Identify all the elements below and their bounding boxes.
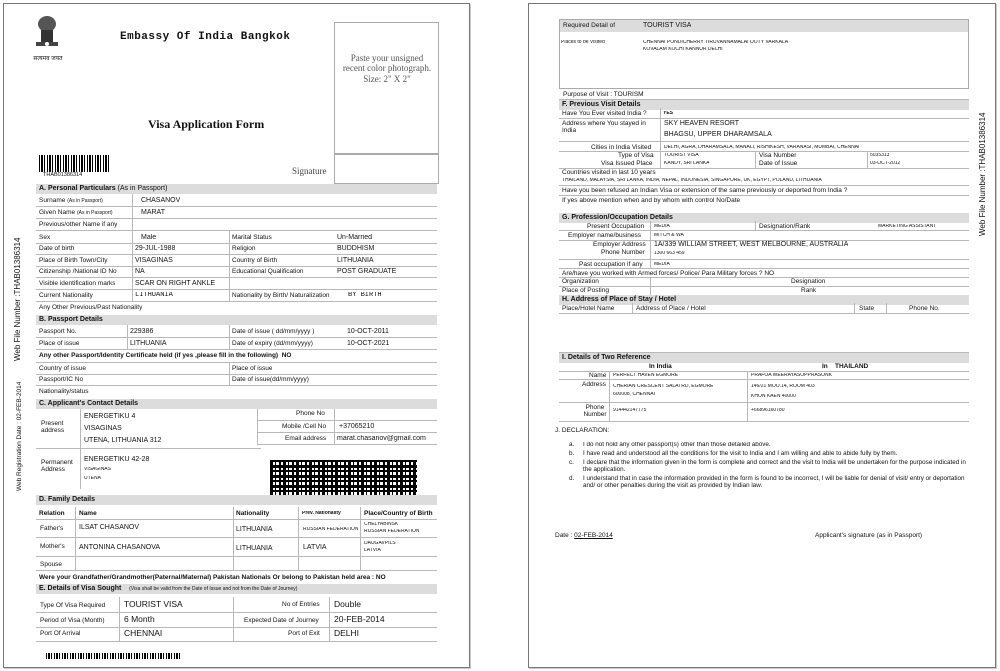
ref2-address-line-1: 146/21 MOO.14, ROOM 403 bbox=[751, 384, 815, 389]
date-of-issue-2-label: Date of issue(dd/mm/yyyy) bbox=[232, 376, 309, 383]
posting-label: Place of Posting bbox=[562, 287, 609, 294]
side-web-file-number: Web File Number :THAB01386314 bbox=[13, 237, 22, 361]
ref-phone-label: Phone Number bbox=[583, 404, 607, 419]
declaration-item: a. I do not hold any other passport(s) other than those detailed above. bbox=[569, 442, 771, 448]
father-label: Father's bbox=[40, 525, 64, 532]
exit-value: DELHI bbox=[334, 629, 360, 638]
passport-no-value: 229386 bbox=[130, 328, 154, 335]
required-detail-value: TOURIST VISA bbox=[643, 22, 692, 29]
education-label: Educational Qualification bbox=[232, 268, 304, 275]
embassy-title: Embassy Of India Bangkok bbox=[120, 31, 291, 43]
nationality-by-value: BY BIRTH bbox=[348, 292, 382, 299]
section-h-header: H. Address of Place of Stay / Hotel bbox=[559, 295, 969, 305]
dob-value: 29-JUL-1988 bbox=[135, 245, 176, 252]
email-label: Email address bbox=[285, 435, 327, 442]
citizenship-value: NA bbox=[135, 268, 145, 275]
sex-value: Male bbox=[141, 234, 157, 241]
father-nationality: LITHUANIA bbox=[236, 526, 273, 533]
ref2-phone: +66896160780 bbox=[751, 408, 785, 413]
journey-value: 20-FEB-2014 bbox=[334, 615, 385, 624]
section-a-header: A. Personal Particulars (As in Passport) bbox=[36, 184, 437, 194]
exit-label: Port of Exit bbox=[288, 630, 320, 637]
side-web-file-number-2: Web File Number :THAB01386314 bbox=[978, 112, 987, 236]
family-header-name: Name bbox=[79, 510, 97, 517]
organization-label: Organization bbox=[562, 278, 599, 285]
current-nationality-label: Current Nationality bbox=[39, 292, 93, 299]
religion-value: BUDDHISM bbox=[337, 245, 375, 252]
employer-phone-label: Phone Number bbox=[601, 249, 645, 256]
side-registration-date: Web Registration Date : 02-FEB-2014 bbox=[16, 381, 23, 491]
spouse-label: Spouse bbox=[40, 561, 63, 568]
ref1-phone: 914442147775 bbox=[613, 408, 647, 413]
declaration-list bbox=[569, 442, 974, 492]
places-label: Places to be Visited bbox=[561, 40, 605, 45]
surname-value: CHASANOV bbox=[141, 197, 181, 204]
mobile-label: Mobile /Cell No bbox=[282, 423, 327, 430]
in-india-label: In India bbox=[649, 363, 672, 370]
ever-visited-label: Have You Ever visited India ? bbox=[562, 110, 647, 117]
declaration-item: c. I declare that the information given in the form is complete and correct and the visit to India will be undertaken for the purpose indicated in the application. bbox=[569, 458, 966, 473]
phone-label: Phone No bbox=[296, 410, 325, 417]
prev-visa-type-label: Type of Visa bbox=[618, 152, 654, 159]
entries-label: No of Entries bbox=[282, 601, 320, 608]
hotel-address-label: Address of Place / Hotel bbox=[636, 305, 706, 312]
designation-label: Designation/Rank bbox=[759, 223, 811, 230]
ref1-name: PERFECT HAVEN EGMORE bbox=[613, 373, 679, 378]
mother-birth-line-1: DAUGAVPILS bbox=[364, 541, 396, 546]
expiry-label: Date of expiry (dd/mm/yyyy) bbox=[232, 340, 313, 347]
section-e-header: E. Details of Visa Sought (Visa shall be valid from the Date of Issue and not from the Date of Journey) bbox=[36, 584, 437, 594]
emblem-motto: सत्यमेव जयते bbox=[33, 56, 63, 62]
current-nationality-value: LITHUANIA bbox=[135, 292, 173, 299]
photo-box bbox=[334, 22, 439, 154]
present-address-line-1: ENERGETIKU 4 bbox=[84, 413, 136, 420]
photo-instructions: Paste your unsigned recent color photograph. Size: 2" X 2" bbox=[342, 53, 432, 84]
purpose-label: Purpose of Visit : TOURISM bbox=[563, 91, 644, 98]
passport-no-label: Passport No. bbox=[39, 328, 77, 335]
employer-address-value: 1A/339 WILLIAM STREET, WEST MELBOURNE, AUSTRALIA bbox=[654, 241, 849, 248]
signature-box bbox=[334, 154, 439, 184]
permanent-address-label: Permanent Address bbox=[41, 459, 73, 474]
pob-value: VISAGINAS bbox=[135, 257, 173, 264]
country-of-issue-label: Country of issue bbox=[39, 365, 86, 372]
required-detail-label: Required Detail of bbox=[563, 22, 616, 29]
barcode-image bbox=[39, 155, 109, 172]
email-value: marat.chasanov@gmail.com bbox=[337, 435, 426, 442]
present-address-line-3: UTENA, LITHUANIA 312 bbox=[84, 437, 162, 444]
expiry-value: 10-OCT-2021 bbox=[347, 340, 390, 347]
other-passport-label: Any other Passport/Identity Certificate held (if yes ,please fill in the following) NO bbox=[39, 352, 292, 359]
form-title: Visa Application Form bbox=[148, 118, 265, 131]
other-nationality-label: Any Other Previous/Past Nationality bbox=[39, 304, 143, 311]
countries-label: Countries visited in last 10 years bbox=[562, 169, 656, 176]
dob-label: Date of birth bbox=[39, 245, 75, 252]
visa-date-label: Date of Issue bbox=[759, 160, 798, 167]
hotel-state-label: State bbox=[859, 305, 875, 312]
marital-value: Un-Married bbox=[337, 234, 373, 241]
countries-value: THAILAND, MALAYSIA, SRI LANKA, INDIA, NEPAL, INDONESIA, SINGAPORE, UK, EGYPT, POLAND, LITHUANIA bbox=[562, 178, 822, 183]
section-d-header: D. Family Details bbox=[36, 495, 437, 505]
places-line-1: CHENNAI PONDICHERRY TIRUVANNAMALAI OOTY VARKALA bbox=[643, 40, 789, 45]
declaration-date: Date : 02-FEB-2014 bbox=[555, 532, 613, 539]
application-page-2 bbox=[528, 3, 996, 668]
cities-label: Cities in India Visited bbox=[591, 144, 652, 151]
family-header-prev-nationality: Prev. Nationality bbox=[302, 511, 341, 516]
issue-date-label: Date of issue ( dd/mm/yyyy ) bbox=[232, 328, 315, 335]
declaration-item: b. I have read and understood all the conditions for the visit to India and I am willing and able to abide fully by them. bbox=[569, 449, 898, 457]
designation-2-label: Designation bbox=[791, 278, 826, 285]
present-occupation-label: Present Occupation bbox=[587, 223, 645, 230]
issue-date-value: 10-OCT-2011 bbox=[347, 328, 389, 335]
section-c-header: C. Applicant's Contact Details bbox=[36, 399, 437, 409]
surname-label: Surname (As in Passport) bbox=[39, 197, 103, 204]
permanent-address-line-3: UTENA bbox=[84, 476, 101, 481]
places-line-2: KOVALAM KOCHI KANNUR DELHI bbox=[643, 47, 723, 52]
journey-label: Expected Date of Journey bbox=[244, 617, 319, 624]
family-header-nationality: Nationality bbox=[236, 510, 270, 517]
refused-label: Have you been refused an Indian Visa or extension of the same previously or deported from India ? bbox=[562, 187, 848, 194]
cities-value: DELHI, AGRA, DHARAMSALA, MANALI, RISHIKESH, VARANASI, MUMBAI, CHENNAI bbox=[664, 145, 860, 150]
religion-label: Religion bbox=[232, 245, 256, 252]
given-name-label: Given Name (As in Passport) bbox=[39, 209, 113, 216]
family-header-relation: Relation bbox=[39, 510, 65, 517]
ref-name-label: Name bbox=[589, 372, 607, 379]
rank-label: Rank bbox=[801, 287, 817, 294]
visa-date-value: 03-OCT-2012 bbox=[870, 161, 901, 166]
ever-visited-value: YES bbox=[663, 111, 674, 116]
employer-phone-value: 1300 663 459 bbox=[654, 251, 685, 256]
mother-nationality: LITHUANIA bbox=[236, 545, 273, 552]
permanent-address-line-2: VISAGINAS bbox=[84, 467, 111, 472]
applicant-signature-label: Applicant's signature (as in Passport) bbox=[815, 532, 923, 539]
period-label: Period of Visa (Month) bbox=[40, 617, 105, 624]
declaration-item: d. I understand that in case the information provided in the form is found to be incorrect, I will be liable for denial of visit/ entry or deportation and/ or other penalties during the visit as provided by Indian law. bbox=[569, 474, 965, 489]
father-birth-line-2: RUSSIAN FEDERATION bbox=[364, 529, 420, 534]
employer-name-label: Employer name/business bbox=[568, 232, 641, 239]
sex-label: Sex bbox=[39, 234, 51, 241]
permanent-address-line-1: ENERGETIKU 42-28 bbox=[84, 456, 150, 463]
place-of-issue-2-label: Place of issue bbox=[232, 365, 273, 372]
family-header-birthplace: Place/Country of Birth bbox=[364, 510, 433, 517]
given-name-value: MARAT bbox=[141, 209, 165, 216]
ref2-name: PRAFOA WEERAYASOPPRASONK bbox=[751, 373, 832, 378]
application-page-1 bbox=[3, 3, 470, 668]
previous-name-label: Previous/other Name if any bbox=[39, 221, 118, 228]
visa-number-value: 5035313 bbox=[870, 153, 890, 158]
stay-address-label: Address where You stayed in India bbox=[562, 120, 646, 135]
armed-forces-label: Are/have you worked with Armed forces/ Police/ Para Military forces ? NO bbox=[562, 270, 775, 277]
hotel-phone-label: Phone No. bbox=[909, 305, 940, 312]
visible-marks-value: SCAR ON RIGHT ANKLE bbox=[135, 280, 216, 287]
if-yes-label: If yes above mention when and by whom with control No/Date bbox=[562, 197, 741, 204]
prev-visa-type-value: TOURIST VISA bbox=[664, 153, 699, 158]
place-of-issue-label: Place of issue bbox=[39, 340, 80, 347]
ref-address-label: Address bbox=[582, 381, 606, 388]
signature-label: Signature bbox=[292, 167, 327, 176]
designation-value: MARKETING ASSISTANT bbox=[878, 224, 937, 229]
present-occupation-value: MEDIA bbox=[654, 224, 670, 229]
ref2-address-line-2: KHON KAEN 40000 bbox=[751, 394, 796, 399]
father-prev-nationality: RUSSIAN FEDERATION bbox=[303, 527, 359, 532]
section-i-header: I. Details of Two Reference bbox=[559, 353, 969, 363]
employer-address-label: Employer Address bbox=[593, 241, 646, 248]
section-f-header: F. Previous Visit Details bbox=[559, 100, 969, 110]
mother-name: ANTONINA CHASANOVA bbox=[79, 544, 161, 551]
india-emblem-icon bbox=[26, 12, 68, 56]
in-country-value: THAILAND bbox=[835, 363, 869, 370]
mother-birth-line-2: LATVIA bbox=[364, 548, 381, 553]
employer-name-value: MITCH & WA bbox=[654, 233, 684, 238]
visa-place-value: KANDY, SRI LANKA bbox=[664, 161, 710, 166]
barcode-number: THAB01386314 bbox=[43, 172, 83, 178]
education-value: POST GRADUATE bbox=[337, 268, 397, 275]
place-of-issue-value: LITHUANIA bbox=[130, 340, 167, 347]
father-name: ILSAT CHASANOV bbox=[79, 524, 140, 531]
passport-ic-label: Passport/IC No bbox=[39, 376, 84, 383]
mother-label: Mother's bbox=[40, 543, 65, 550]
footer-barcode-image bbox=[46, 653, 180, 659]
visible-marks-label: Visible identification marks bbox=[39, 280, 116, 287]
hotel-name-label: Place/Hotel Name bbox=[562, 305, 615, 312]
declaration-title: J. DECLARATION: bbox=[555, 427, 610, 434]
visa-number-label: Visa Number bbox=[759, 152, 797, 159]
section-g-header: G. Profession/Occupation Details bbox=[559, 213, 969, 223]
cob-value: LITHUANIA bbox=[337, 257, 374, 264]
arrival-label: Port Of Arrival bbox=[40, 630, 81, 637]
arrival-value: CHENNAI bbox=[124, 629, 163, 638]
nationality-status-label: Nationality/status bbox=[39, 388, 89, 395]
in-label: In bbox=[822, 363, 828, 370]
pakistan-question: Were your Grandfather/Grandmother(Paternal/Maternal) Pakistan Nationals Or belong to Pakistan held area : NO bbox=[39, 574, 386, 581]
period-value: 6 Month bbox=[124, 615, 155, 624]
nationality-by-label: Nationality by Birth/ Naturalization bbox=[232, 292, 330, 299]
present-address-label: Present address bbox=[41, 420, 65, 435]
visa-type-value: TOURIST VISA bbox=[124, 600, 183, 609]
father-birth-line-1: CHELYABINSK bbox=[364, 522, 399, 527]
section-b-header: B. Passport Details bbox=[36, 315, 437, 325]
present-address-line-2: VISAGINAS bbox=[84, 425, 122, 432]
ref1-address-line-2: 600008, CHENNAI bbox=[613, 392, 655, 397]
marital-label: Marital Status bbox=[232, 234, 272, 241]
past-occupation-label: Past occupation if any bbox=[579, 261, 643, 268]
cob-label: Country of Birth bbox=[232, 257, 278, 264]
past-occupation-value: MEDIA bbox=[654, 262, 670, 267]
pob-label: Place of Birth Town/City bbox=[39, 257, 108, 264]
mobile-value: +37065210 bbox=[339, 423, 375, 430]
stay-address-line-1: SKY HEAVEN RESORT bbox=[664, 120, 740, 127]
citizenship-label: Citizenship /National ID No bbox=[39, 268, 117, 275]
stay-address-line-2: BHAGSU, UPPER DHARAMSALA bbox=[664, 131, 772, 138]
visa-type-label: Type Of Visa Required bbox=[40, 602, 106, 609]
visa-place-label: Visa Issued Place bbox=[601, 160, 653, 167]
entries-value: Double bbox=[334, 600, 361, 609]
ref1-address-line-1: CHERIAN CRESCENT SALAI RD, EGMORE bbox=[613, 384, 714, 389]
mother-prev-nationality: LATVIA bbox=[303, 544, 327, 551]
